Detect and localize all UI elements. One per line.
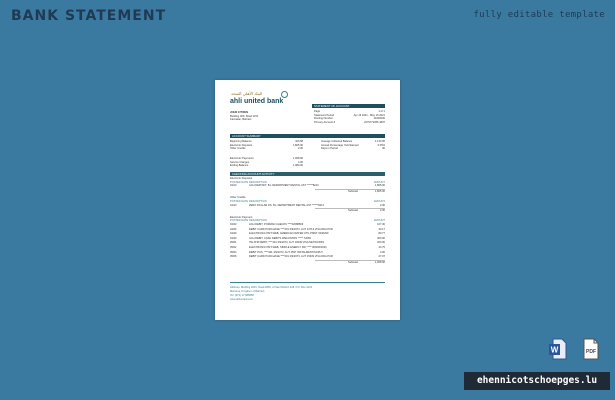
transaction-date: 05/06 — [230, 255, 237, 259]
summary-value: 1 of 1 — [378, 110, 385, 113]
account-summary-label: Beginning Balance — [230, 140, 252, 143]
pdf-document-icon[interactable] — [582, 338, 600, 360]
transaction-date: 05/01 — [230, 241, 237, 245]
account-summary-value: 1,068.96 — [292, 157, 303, 160]
column-description: DESCRIPTION — [249, 199, 267, 203]
account-summary-label: Ending Balance — [230, 164, 249, 168]
column-description: DESCRIPTION — [249, 180, 267, 184]
transaction-amount: 107.30 — [377, 222, 385, 226]
account-summary-header: ACCOUNT SUMMARY — [230, 134, 385, 138]
subtotal-label: Subtotal: — [348, 209, 359, 213]
account-summary-value: 1,080.00 — [292, 164, 303, 168]
subtotal-label: Subtotal: — [348, 189, 359, 193]
account-summary-value: 0.05% — [377, 143, 385, 147]
deposits-title: Electronic Deposits — [230, 177, 253, 180]
customer-address-2: Karzakan, Bahrain — [230, 118, 252, 121]
transaction-description: ELECTRONIC PMT-WEB, SIMPLE ENERGY PAY **** 0000001930 — [249, 245, 327, 249]
tagline: fully editable template — [473, 10, 605, 20]
footer-divider — [230, 282, 385, 283]
account-summary-label: Annual Percentage Yield Earned — [321, 143, 359, 147]
summary-value: 11000000 — [373, 117, 385, 121]
transaction-date: 04/26 — [230, 227, 237, 231]
transaction-description: ZERO DOLLAR DS, B.L DEPARTMENT RENTAL AST ******8213 — [249, 203, 324, 207]
transaction-amount: 2.00 — [379, 203, 385, 207]
summary-label: Primary Account # — [314, 120, 336, 124]
transaction-date: 05/04 — [230, 250, 237, 254]
footer-address: Address: Building 2003, Road 2830, Al Seef District 428, P.O. Box 2424 — [230, 286, 313, 289]
transaction-description: DEBIT POS, ****401 3/9/2073, AUT 4597 INSTALMENT/SOPHY — [249, 250, 324, 254]
subtotal-value: 2.00 — [379, 209, 385, 213]
word-label: W — [550, 345, 559, 355]
customer-name: JOHN CITIZEN — [230, 111, 249, 114]
account-summary-label: Average Collected Balance — [321, 140, 353, 143]
bank-statement-document — [215, 80, 400, 320]
transaction-amount: 44.75 — [378, 245, 385, 249]
subtotal-value: 1,068.96 — [374, 261, 385, 265]
account-summary-value: 2.00 — [297, 147, 303, 151]
transaction-amount: 300.00 — [377, 236, 385, 240]
transaction-description: ITE ATM DEBIT, ****401 3/9/2073, AUT 18439 VISA NETWORKS — [249, 241, 325, 245]
transaction-description: DEBIT CARD PURCHASE ****401 3/9/2073, AUT 15339 VISA DDA PUR — [249, 255, 333, 259]
bank-logo-icon — [281, 91, 288, 98]
transaction-amount: 30.17 — [378, 227, 385, 231]
summary-label: Page — [314, 110, 321, 113]
transaction-description: ACH DEBIT, PORMAN CHECKS ****22688809 — [249, 222, 304, 226]
column-amount: AMOUNT — [373, 180, 385, 184]
transaction-date: 05/02 — [230, 245, 237, 249]
account-summary-label: Days in Period — [321, 147, 338, 151]
transaction-amount: 80.77 — [378, 232, 385, 236]
transaction-amount: 27.07 — [378, 255, 385, 259]
column-description: DESCRIPTION — [249, 219, 267, 223]
statement-of-account-header: STATEMENT OF ACCOUNT — [312, 104, 385, 108]
customer-address-1: Building 000, Road 1971 — [230, 114, 259, 118]
account-summary-value: 420.58 — [295, 140, 303, 143]
transaction-amount: 200.00 — [377, 241, 385, 245]
summary-value: Apr 16 2021 - May 16 2021 — [353, 113, 385, 117]
word-document-icon[interactable] — [549, 338, 567, 360]
transaction-date: 04/23 — [230, 222, 237, 226]
account-summary-label: Other Credits — [230, 147, 246, 151]
transaction-description: ACH DEBIT, CASH DEBITS WELFINTRN ***** 72083 — [249, 236, 311, 240]
transaction-description: ELECTRONIC PMT-WEB, AMERICAN WATER UTIL PMNT 0030299 — [249, 232, 329, 236]
payments-title: Electronic Payment — [230, 215, 253, 219]
account-summary-value: 4.00 — [297, 160, 303, 164]
account-summary-label: Service Charges — [230, 160, 250, 164]
account-summary-label: Electronic Deposits — [230, 143, 253, 147]
pdf-label: PDF — [586, 349, 596, 355]
account-summary-value: 1,865.00 — [292, 143, 303, 147]
subtotal-value: 1,865.00 — [374, 189, 385, 193]
transaction-date: 04/13 — [230, 184, 237, 188]
transaction-date: 04/30 — [230, 236, 237, 240]
bank-name: ahli united bank — [230, 98, 284, 105]
transaction-description: DEBIT CARD PURCHASE ****401 3/9/2073, AUT 13713 VISA DDA PUR — [249, 227, 333, 231]
account-summary-value: 1,130.95 — [374, 140, 385, 143]
summary-value: 2279772366 4897 — [364, 120, 385, 124]
column-posted-date: POSTED DATE — [230, 180, 249, 184]
checking-activity-header: CHECKING ACCOUNT ACTIVITY — [230, 172, 385, 176]
page-title: BANK STATEMENT — [11, 8, 167, 24]
credits-title: Other Credits — [230, 196, 246, 200]
website-badge[interactable]: ehennicotschoepges.lu — [464, 372, 610, 390]
column-amount: AMOUNT — [373, 219, 385, 223]
transaction-amount: 3.00 — [379, 250, 385, 254]
transaction-description: ACH DEPOSIT, B.L DEPARTMENT RENTAL AST ******8213 — [249, 184, 319, 188]
summary-label: Statement Period — [314, 113, 335, 117]
footer-phone: Tel: (973) 17 585858 — [230, 294, 254, 297]
summary-label: Routing Number — [314, 117, 333, 121]
footer-city: Manama, Kingdom of Bahrain — [230, 290, 265, 293]
account-summary-label: Electronic Payments — [230, 157, 254, 160]
footer-website: www.ahliunited.com — [230, 298, 253, 301]
transaction-date: 04/13 — [230, 203, 237, 207]
account-summary-value: 30 — [382, 147, 385, 151]
column-posted-date: POSTED DATE — [230, 219, 249, 223]
bank-name-arabic: البنك الأهلي المتحد — [231, 91, 263, 96]
column-amount: AMOUNT — [373, 199, 385, 203]
transaction-date: 04/29 — [230, 232, 237, 236]
transaction-amount: 1,865.00 — [374, 184, 385, 188]
subtotal-label: Subtotal: — [348, 261, 359, 265]
column-posted-date: POSTED DATE — [230, 199, 249, 203]
